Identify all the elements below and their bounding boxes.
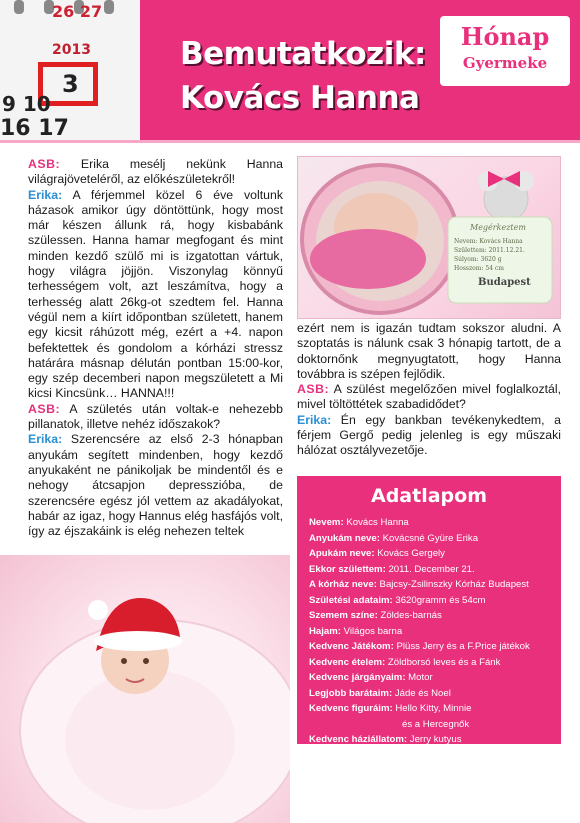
- interview-paragraph: [28, 432, 283, 539]
- profile-key: Szemem színe:: [309, 610, 378, 621]
- paragraph-text: Szerencsére az első 2-3 hónapban anyukám segített mindenben, hogy kezdő anyukaként ne pánikoljak be mindentől és e nehogy átcsapjon depresszióba, de szerencsére egész jól vettem az akadályokat, habár az igaz, hogy Hannus elég hasfájós volt, így az éjszakáink is elég nehezen teltek: [28, 432, 283, 539]
- speaker-label: ASB:: [28, 157, 61, 171]
- profile-key: A kórház neve:: [309, 579, 377, 590]
- paragraph-text: Én egy bankban tevékenykedtem, a férjem Gergő pedig jelenleg is egy műszaki hálózat osztályvezetője.: [297, 412, 561, 458]
- title-line-2: Kovács Hanna: [180, 80, 420, 116]
- profile-card-title: Adatlapom: [371, 485, 487, 507]
- profile-key: Anyukám neve:: [309, 532, 380, 544]
- header-divider: [0, 140, 580, 143]
- card-line: Hosszom: 54 cm: [454, 265, 504, 272]
- profile-key: Legjobb barátaim:: [309, 687, 393, 699]
- speaker-label: Erika:: [28, 432, 63, 447]
- profile-row: [297, 670, 561, 686]
- card-line: Nevem: Kovács Hanna: [454, 238, 523, 245]
- calendar-row: 16 17: [0, 116, 69, 140]
- profile-row: [297, 593, 561, 609]
- profile-value: 2011. December 21.: [385, 563, 475, 575]
- paragraph-text: A szülést megelőzően mivel foglalkoztál, mivel töltöttétek szabadidődet?: [297, 382, 561, 412]
- card-lines: [454, 237, 525, 273]
- profile-row: [297, 515, 561, 531]
- interview-paragraph: [28, 188, 283, 402]
- paragraph-text: A születés után voltak-e nehezebb pillanatok, illetve nehéz időszakok?: [28, 401, 283, 432]
- profile-value: Jáde és Noel: [392, 687, 451, 699]
- profile-value: Zöldborsó leves és a Fánk: [385, 656, 501, 668]
- calendar-day: 3: [62, 70, 79, 98]
- card-line: Súlyom: 3620 g: [454, 256, 502, 263]
- paragraph-text: A férjemmel közel 6 éve voltunk házasok amikor úgy döntöttünk, hogy most már készen állunk rá, hogy kisbabánk szülessen. Hanna hamar megfogant és mint minden kezdő szülő mi is izgatottan vártuk, hogy világra jöjjön. Viszonylag könnyű terhességem volt, azt leszámítva, hogy a terhesség alatt 26kg-ot szedtem fel. Hanna végül nem a kiírt időpontban született, hanem egy kicsit ráhúzott még, ezért a +4. napon befektettek és gondolom a kórházi stressz határára másnap délután pontban 15:00-kor, egy szép decemberi napon megszületett a Mi kicsi Kincsünk… HANNA!!!: [28, 187, 283, 401]
- profile-row: [297, 562, 561, 578]
- profile-key: Apukám neve:: [309, 548, 375, 559]
- calendar-top-numbers: 26 27: [52, 2, 103, 21]
- calendar-ring: [104, 0, 114, 14]
- baby-photo-illustration: [0, 555, 290, 823]
- profile-row: [297, 577, 561, 593]
- badge-line-1: Hónap: [460, 22, 550, 51]
- profile-row: [297, 639, 561, 655]
- profile-value: Kovács Hanna: [343, 517, 409, 528]
- profile-row: [297, 546, 561, 562]
- paragraph-text: ezért nem is igazán tudtam sokszor aludni. A szoptatás is nálunk csak 3 hónapig tartott, de a doktornőnk megnyugtatott, hogy Hanna továbbra is szépen fejlődik.: [297, 321, 561, 381]
- profile-key: Kedvenc figuráim:: [309, 703, 393, 714]
- card-place: Budapest: [478, 277, 531, 288]
- profile-key: Nevem:: [309, 517, 344, 528]
- profile-row: [297, 531, 561, 547]
- speaker-label: Erika:: [28, 187, 63, 202]
- interview-paragraph: [28, 157, 283, 188]
- profile-row: [297, 608, 561, 624]
- profile-row: [297, 701, 561, 717]
- profile-value: és a Hercegnők: [402, 718, 470, 730]
- badge-line-2: Gyermeke: [462, 54, 548, 72]
- profile-key: Kedvenc Játékom:: [309, 641, 394, 652]
- title-line-1: Bemutatkozik:: [180, 36, 426, 72]
- profile-key: Születési adataim:: [309, 594, 393, 606]
- interview-paragraph: [297, 321, 561, 382]
- calendar-ring: [14, 0, 24, 14]
- profile-value: Plüss Jerry és a F.Price játékok: [393, 641, 530, 652]
- profile-row: [297, 655, 561, 671]
- profile-value: Hello Kitty, Minnie: [392, 703, 472, 714]
- month-child-badge: [440, 16, 570, 86]
- interview-paragraph: [297, 413, 561, 459]
- profile-key: Ekkor születtem:: [309, 563, 386, 575]
- profile-value: Világos barna: [341, 625, 403, 637]
- profile-value: Jerry kutyus: [407, 734, 462, 745]
- calendar-year: 2013: [52, 42, 91, 58]
- interview-left-column: [28, 157, 283, 539]
- speaker-label: ASB:: [28, 401, 61, 416]
- speaker-label: Erika:: [297, 412, 332, 427]
- card-label: Megérkeztem: [470, 223, 526, 232]
- profile-row: [297, 686, 561, 702]
- profile-key: Kedvenc járgányaim:: [309, 672, 406, 683]
- page-title: [180, 32, 426, 120]
- profile-key: Hajam:: [309, 625, 341, 637]
- interview-paragraph: [28, 402, 283, 433]
- profile-value: Motor: [405, 672, 433, 683]
- profile-value: 3620gramm és 54cm: [392, 594, 486, 606]
- profile-value: Kovácsné Gyüre Erika: [379, 532, 479, 544]
- interview-right-column: [297, 321, 561, 459]
- speaker-label: ASB:: [297, 382, 330, 397]
- profile-row: [297, 732, 561, 748]
- calendar-row: 9 10: [2, 92, 51, 116]
- card-line: Születtem: 2011.12.21.: [454, 247, 525, 254]
- interview-paragraph: [297, 382, 561, 413]
- newborn-photo: [297, 156, 561, 319]
- profile-value: Bajcsy-Zsilinszky Kórház Budapest: [376, 579, 529, 590]
- profile-row: [297, 624, 561, 640]
- profile-key: Kedvenc ételem:: [309, 656, 386, 668]
- baby-santa-hat-photo: [0, 555, 290, 823]
- profile-value: Zöldes-barnás: [377, 610, 442, 621]
- profile-row-continuation: [297, 717, 561, 733]
- profile-value: Kovács Gergely: [374, 548, 445, 559]
- header-banner: [0, 0, 580, 140]
- paragraph-text: Erika mesélj nekünk Hanna világrajöveteléről, az előkészületekről!: [28, 157, 283, 187]
- profile-key: Kedvenc háziállatom:: [309, 734, 408, 745]
- profile-card: [297, 476, 561, 744]
- calendar-image: [0, 0, 140, 140]
